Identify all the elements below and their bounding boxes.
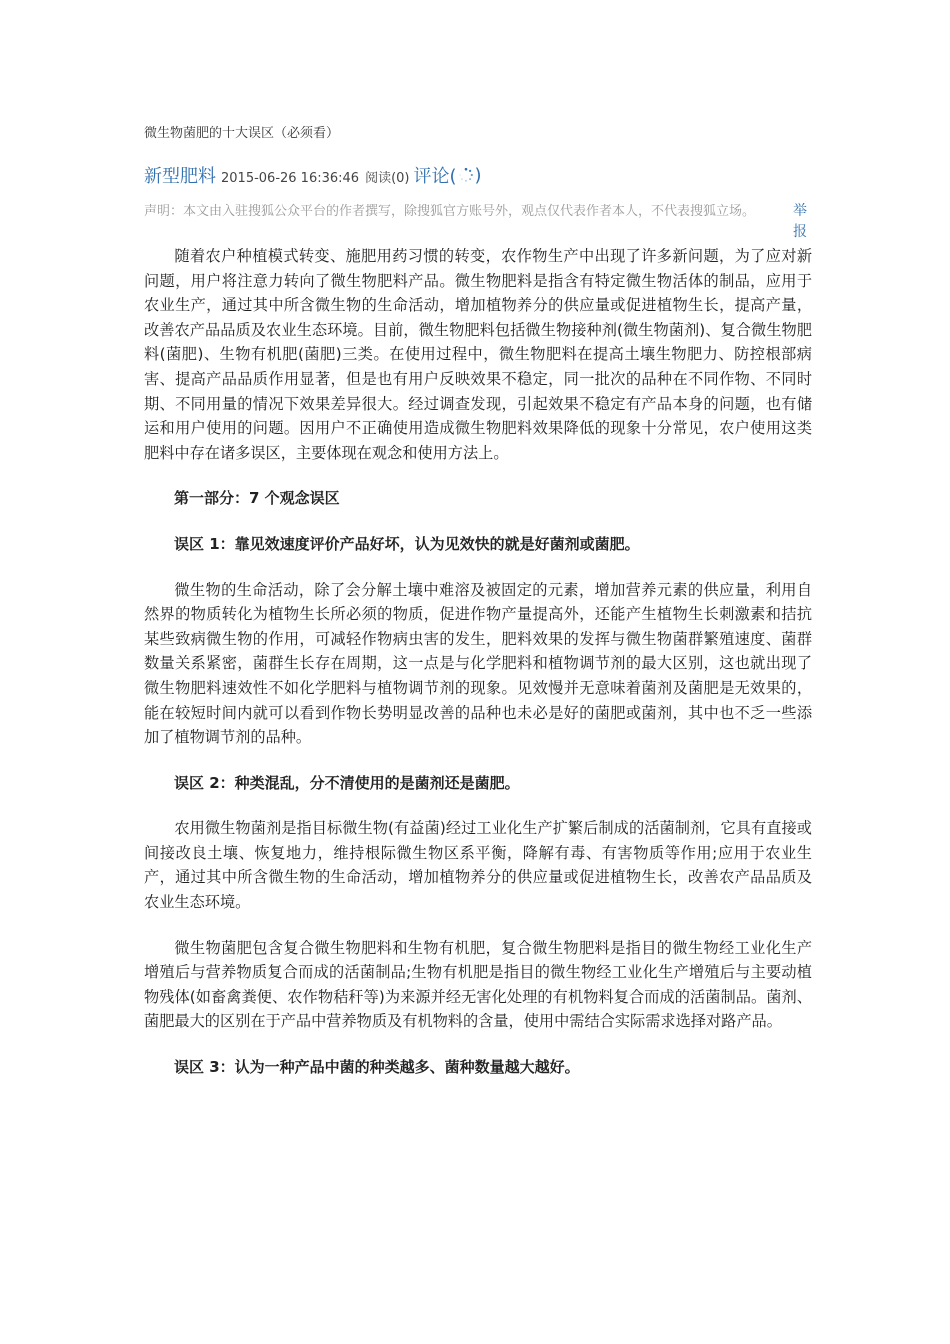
comment-link[interactable] — [414, 162, 482, 188]
myth1-paragraph: 微生物的生命活动，除了会分解土壤中难溶及被固定的元素，增加营养元素的供应量，利用自然界的物质转化为植物生长所必须的物质，促进作物产量提高外，还能产生植物生长刺激素和拮抗某些致病微生物的作用，可减轻作物病虫害的发生，肥料效果的发挥与微生物菌群繁殖速度、菌群数量关系紧密，菌群生长存在周期，这一点是与化学肥料和植物调节剂的最大区别，这也就出现了微生物肥料速效性不如化学肥料与植物调节剂的现象。见效慢并无意味着菌剂及菌肥是无效果的，能在较短时间内就可以看到作物长势明显改善的品种也未必是好的菌肥或菌剂，其中也不乏一些添加了植物调节剂的品种。 — [144, 580, 812, 747]
disclaimer — [144, 201, 812, 240]
intro-paragraph: 随着农户种植模式转变、施肥用药习惯的转变，农作物生产中出现了许多新问题，为了应对新问题，用户将注意力转向了微生物肥料产品。微生物肥料是指含有特定微生物活体的制品，应用于农业生产，通过其中所含微生物的生命活动，增加植物养分的供应量或促进植物生长，提高产量，改善农产品品质及农业生态环境。目前，微生物肥料包括微生物接种剂(微生物菌剂)、复合微生物肥料(菌肥)、生物有机肥(菌肥)三类。在使用过程中，微生物肥料在提高土壤生物肥力、防控根部病害、提高产品品质作用显著，但是也有用户反映效果不稳定，同一批次的品种在不同作物、不同时期、不同用量的情况下效果差异很大。经过调查发现，引起效果不稳定有产品本身的问题，也有储运和用户使用的问题。因用户不正确使用造成微生物肥料效果降低的现象十分常见，农户使用这类肥料中存在诸多误区，主要体现在观念和使用方法上。 — [144, 247, 812, 462]
author-link[interactable]: 新型肥料 — [144, 166, 216, 187]
article-body — [144, 244, 812, 1080]
comment-label-open: 评论( — [413, 166, 457, 187]
part1-heading: 第一部分：7 个观念误区 — [174, 489, 340, 508]
article-meta — [144, 162, 812, 188]
article-container — [144, 124, 812, 1101]
myth2-paragraph-1: 农用微生物菌剂是指目标微生物(有益菌)经过工业化生产扩繁后制成的活菌制剂，它具有直接或间接改良土壤、恢复地力，维持根际微生物区系平衡，降解有毒、有害物质等作用;应用于农业生产，通过其中所含微生物的生命活动，增加植物养分的供应量或促进植物生长，改善农产品品质及农业生态环境。 — [144, 819, 812, 912]
comment-label-close: ) — [474, 164, 482, 186]
myth2-paragraph-2: 微生物菌肥包含复合微生物肥料和生物有机肥，复合微生物肥料是指目的微生物经工业化生产增殖后与营养物质复合而成的活菌制品;生物有机肥是指目的微生物经工业化生产增殖后与主要动植物残体(如畜禽粪便、农作物秸秆等)为来源并经无害化处理的有机物料复合而成的活菌制品。菌剂、菌肥最大的区别在于产品中营养物质及有机物料的含量，使用中需结合实际需求选择对路产品。 — [144, 938, 812, 1031]
myth2-heading: 误区 2：种类混乱，分不清使用的是菌剂还是菌肥。 — [174, 773, 520, 792]
publish-date: 2015-06-26 16:36:46 — [221, 171, 360, 186]
document-title: 微生物菌肥的十大误区（必须看） — [144, 126, 340, 141]
myth3-heading: 误区 3：认为一种产品中菌的种类越多、菌种数量越大越好。 — [174, 1058, 580, 1077]
disclaimer-text: 声明：本文由入驻搜狐公众平台的作者撰写，除搜狐官方账号外，观点仅代表作者本人，不代表搜狐立场。 — [144, 204, 756, 219]
myth1-heading: 误区 1：靠见效速度评价产品好坏，认为见效快的就是好菌剂或菌肥。 — [174, 534, 640, 553]
read-count: 阅读(0) — [365, 171, 410, 186]
report-link[interactable]: 举报 — [793, 203, 807, 240]
spinner-icon — [458, 167, 474, 183]
